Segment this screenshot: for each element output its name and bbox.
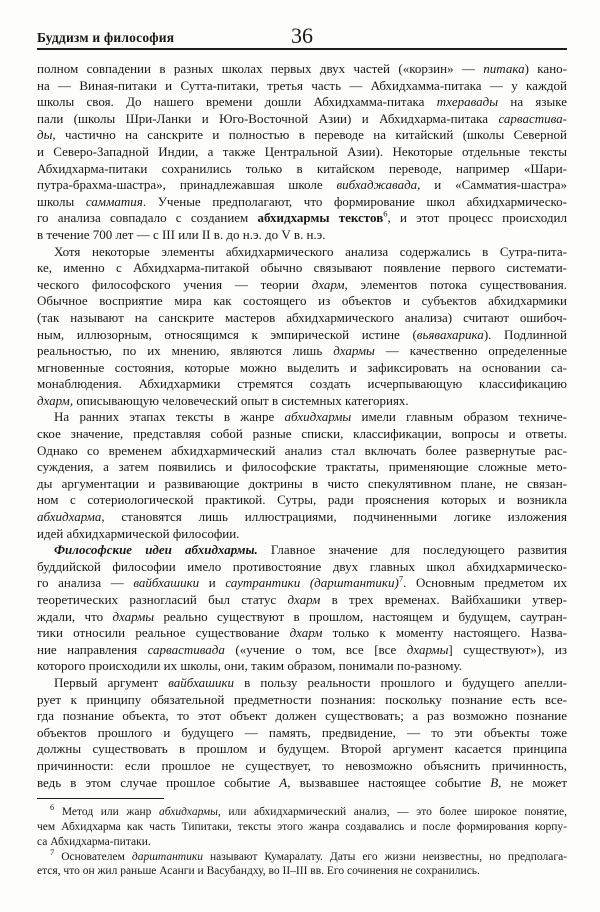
text-run: дхармы xyxy=(333,343,375,359)
text-run: путра-брахма-шастра», принадлежавшая школе xyxy=(37,177,337,193)
text-run: причинности: если прошлое не существует, то невозможно объяснить причинность, xyxy=(37,757,567,773)
text-run: рует к принципу обязательной предметности познания: поскольку познание есть все- xyxy=(37,691,567,707)
text-run: Основателем xyxy=(54,850,132,863)
text-run: ние направления xyxy=(37,641,148,657)
text-run: , или абхидхармический анализ, — это более широкое понятие, xyxy=(217,806,568,819)
text-run: го анализа — xyxy=(37,575,134,591)
text-run: ждали, что xyxy=(37,608,113,624)
text-run: монаблюдения. Абхидхармики стремятся создать исчерпывающую классификацию xyxy=(37,376,567,392)
text-run: буддийской философии имело противостояние двух главных школ абхидхармическо- xyxy=(37,558,567,574)
text-line xyxy=(37,393,567,410)
text-run: реально существуют в прошлом, настоящем и будущем, саутран- xyxy=(154,608,567,624)
text-run: называют Кумаралату. Даты его жизни неизвестны, но предполага- xyxy=(203,850,567,863)
text-run: школы своя. До нашего времени дошли Абхидхамма-питака xyxy=(37,94,437,110)
text-run: школы xyxy=(37,193,86,209)
text-run: мгновенные состояния, которые можно выделить и зафиксировать на основании са- xyxy=(37,359,567,375)
text-run: пали (школы Шри-Ланки и Юго-Восточной Азии) и Абхидхарма-питака xyxy=(37,110,499,126)
text-run: ным, иллюзорным, относящимся к эмпирической истине ( xyxy=(37,326,417,342)
text-line xyxy=(37,542,567,559)
text-line xyxy=(37,658,567,675)
footnotes xyxy=(37,802,568,879)
text-run: , описывающую человеческий опыт в системных категориях. xyxy=(69,392,409,408)
page-number: 36 xyxy=(291,23,313,48)
text-line xyxy=(37,864,567,879)
text-line xyxy=(37,509,567,526)
text-run: , не может xyxy=(498,774,567,790)
text-line xyxy=(37,443,567,460)
text-run: дхарм xyxy=(287,592,321,607)
text-run: абхидхармы xyxy=(284,409,352,425)
text-run: Главное значение для последующего развития xyxy=(257,542,567,558)
text-run: на языке xyxy=(498,94,567,110)
text-line xyxy=(37,758,567,775)
text-line xyxy=(37,820,567,835)
text-run: суждения, а затем появились и философские трактаты, применяющие сложные мето- xyxy=(37,459,567,475)
text-line xyxy=(37,575,567,592)
text-run: дхарм xyxy=(289,625,323,641)
text-line xyxy=(37,177,567,194)
text-line xyxy=(37,526,567,543)
text-line xyxy=(37,459,567,476)
text-line xyxy=(37,609,567,626)
text-run: дхарм xyxy=(37,392,70,408)
text-run: идей абхидхармической философии. xyxy=(37,525,240,541)
text-line xyxy=(37,277,567,294)
text-run: Абхидхарма-питаки сохранились только в китайском переводе, например «Шари- xyxy=(37,160,567,176)
text-line xyxy=(37,293,567,310)
text-run: саутрантики (дарштантики) xyxy=(225,575,399,591)
text-run: дхармы xyxy=(406,641,449,657)
text-line xyxy=(37,492,567,509)
text-line xyxy=(37,675,567,692)
text-line xyxy=(37,244,567,261)
text-run: Метод или жанр xyxy=(54,806,159,819)
text-run: Хотя некоторые элементы абхидхармического анализа содержались в Сутра-пита- xyxy=(54,243,567,259)
text-line xyxy=(37,111,567,128)
text-line xyxy=(37,161,567,178)
running-title: Буддизм и философия xyxy=(37,30,175,45)
text-run: ) кано- xyxy=(524,61,567,76)
running-header xyxy=(37,25,567,47)
text-run: имели главным образом техниче- xyxy=(351,409,567,425)
text-run: ном с сотериологической практикой. Сутры, ради прояснения которых и возникла xyxy=(37,492,567,508)
text-run: абхидхармы текстов xyxy=(257,210,384,226)
text-run: . Основным предметом их xyxy=(403,575,567,591)
text-line xyxy=(37,327,567,344)
text-run: полном совпадении в разных школах первых двух частей («корзин» — xyxy=(37,61,484,76)
text-run: ] существуют»), из xyxy=(448,641,567,657)
text-line xyxy=(37,78,567,95)
text-line xyxy=(37,409,567,426)
text-run: абхидхармы xyxy=(158,806,218,819)
footnote-marker: 7 xyxy=(50,846,55,857)
text-line xyxy=(37,692,567,709)
text-run: А xyxy=(279,774,288,790)
text-run: са Абхидхарма-питаки. xyxy=(37,835,151,848)
text-run: , элементов потока существования. xyxy=(344,276,567,292)
text-run: реальностью, по их мнению, являются лишь xyxy=(37,343,334,359)
text-line xyxy=(37,360,567,377)
text-run: и xyxy=(199,575,226,591)
text-run: вайбхашики xyxy=(133,575,200,591)
text-line xyxy=(37,376,567,393)
text-run: (так называют на санскрите мастеров абхидхармического анализа) считают ошибоч- xyxy=(37,309,567,325)
text-run: гда познание объекта, то этот объект должен существовать; а раз возможно познание xyxy=(37,708,567,724)
text-line xyxy=(37,476,567,493)
text-line xyxy=(37,260,567,277)
text-run: . Ученые предполагают, что формирование школ абхидхармическо- xyxy=(142,193,567,209)
text-line xyxy=(37,94,567,111)
text-run: сарвастивада xyxy=(147,641,225,657)
text-run: вьявахарика xyxy=(416,326,484,342)
text-run: Философские идеи абхидхармы. xyxy=(54,542,258,558)
text-run: В xyxy=(490,774,499,790)
text-run: ведь в этом случае прошлое событие xyxy=(37,774,280,790)
text-run: вибхаджавада xyxy=(336,177,418,193)
text-run: ское значение, представляя собой разные списки, классификации, вопросы и ответы. xyxy=(37,426,567,442)
text-line xyxy=(37,802,568,820)
header-rule xyxy=(37,48,567,50)
text-run: Обычное восприятие мира как состоящего из объектов и субъектов абхидхармики xyxy=(37,293,567,309)
text-line xyxy=(37,227,567,244)
text-run: вайбхашики xyxy=(168,674,235,690)
text-line xyxy=(37,559,567,576)
text-line xyxy=(37,592,567,609)
text-run: теоретических разногласий был статус xyxy=(37,592,288,607)
text-line xyxy=(37,642,567,659)
text-line xyxy=(37,127,567,144)
text-run: объектов прошлого и будущего — память, предвидение, — то эти объекты тоже xyxy=(37,724,567,740)
text-run: дхармы xyxy=(112,608,155,624)
text-run: («учение о том, все [все xyxy=(224,641,407,657)
text-line xyxy=(37,310,567,327)
text-line xyxy=(37,144,567,161)
text-run: на — Виная-питаки и Сутта-питаки, третья часть — Абхидхамма-питака — у каждой xyxy=(37,77,567,93)
text-run: и Северо-Западной Индии, а также Центральной Азии). Некоторые отдельные тексты xyxy=(37,143,567,159)
text-run: , частично на санскрите и полностью в переводе на китайский (школы Северной xyxy=(52,127,567,143)
text-run: тики относили реальное существование xyxy=(37,625,290,641)
text-line xyxy=(37,194,567,211)
text-run: Однако со временем абхидхармический анализ стал включать более развернутые рас- xyxy=(37,442,567,458)
text-run: в пользу реальности прошлого и будущего апелли- xyxy=(234,674,567,690)
text-run: абхидхарма xyxy=(37,509,102,525)
text-run: самматия xyxy=(85,193,143,209)
text-line xyxy=(37,343,567,360)
footnote-marker: 6 xyxy=(50,802,55,813)
text-run: питака xyxy=(483,61,525,76)
text-run: в течение 700 лет — с III или II в. до н.э. до V в. н.э. xyxy=(37,226,326,242)
text-run: только к моменту настоящего. Назва- xyxy=(322,625,567,641)
text-run: Первый аргумент xyxy=(54,674,169,690)
text-line xyxy=(37,775,567,792)
text-line xyxy=(37,708,567,725)
text-line xyxy=(37,835,567,850)
text-run: ке, именно с Абхидхарма-питакой обычно связывают появление первого системати- xyxy=(37,260,567,276)
text-line xyxy=(37,741,567,758)
body-text xyxy=(37,61,567,791)
text-line xyxy=(37,846,567,865)
text-run: тхеравады xyxy=(436,94,499,110)
text-run: ). Подлинной xyxy=(483,326,567,342)
text-run: сарвастива- xyxy=(498,110,567,126)
text-line xyxy=(37,725,567,742)
text-line xyxy=(37,61,567,78)
text-run: должны существовать в прошлом и будущем. Второй аргумент касается принципа xyxy=(37,741,567,757)
footnote-marker: 6 xyxy=(383,209,388,220)
text-run: — качественно определенные xyxy=(374,343,567,359)
text-line xyxy=(37,426,567,443)
text-run: дарштантики xyxy=(131,850,203,863)
footnote-separator xyxy=(37,798,164,799)
text-run: чем Абхидхарма как часть Типитаки, тексты этого жанра создавались и после формирования корпу- xyxy=(37,820,567,833)
text-run: ческого философского учения — теории xyxy=(37,276,312,292)
text-run: которого происходили их школы, они, таким образом, понимали по-разному. xyxy=(37,658,462,674)
text-run: , вызвавшее настоящее событие xyxy=(287,774,491,790)
text-run: На ранних этапах тексты в жанре xyxy=(54,409,285,425)
text-run: ды аргументации и развивающие доктрины в чисто спекулятивном плане, не связан- xyxy=(37,475,567,491)
text-run: дхарм xyxy=(311,276,345,292)
text-run: ды xyxy=(37,127,53,143)
text-run: в трех временах. Вайбхашики утвер- xyxy=(320,592,567,607)
text-line xyxy=(37,210,567,227)
text-run: , и «Самматия-шастра» xyxy=(417,177,567,193)
text-run: ется, что он жил раньше Асанги и Васубандху, во II–III вв. Его сочинения не сохранились. xyxy=(37,865,480,878)
text-run: го анализа совпадало с созданием xyxy=(37,210,258,226)
footnote-marker: 7 xyxy=(398,574,404,585)
text-line xyxy=(37,625,567,642)
text-run: , становятся лишь иллюстрациями, подчиненными логике изложения xyxy=(101,509,567,525)
text-run: , и этот процесс происходил xyxy=(387,210,567,226)
